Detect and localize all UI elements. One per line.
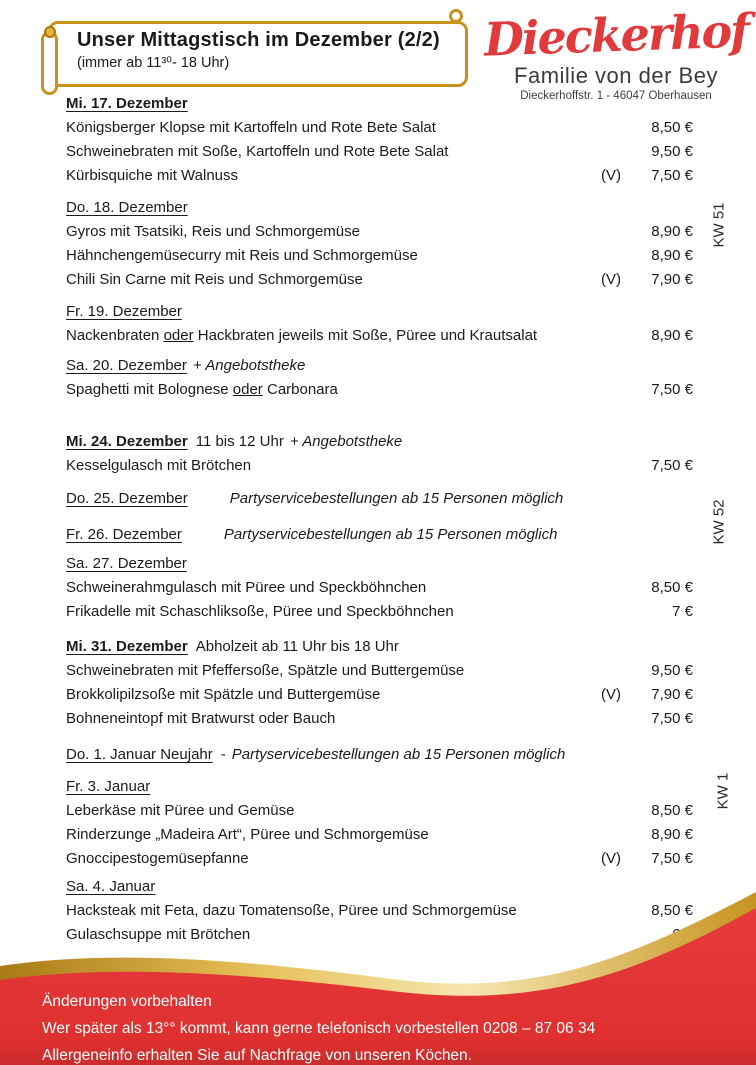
item-name: Kürbisquiche mit Walnuss [66, 167, 239, 184]
menu-section [66, 552, 693, 624]
section-date: Sa. 20. Dezember [66, 357, 187, 374]
item-name: Chili Sin Carne mit Reis und Schmorgemüse [66, 271, 363, 288]
item-name: Hacksteak mit Feta, dazu Tomatensoße, Püree und Schmorgemüse [66, 902, 517, 919]
item-vegetarian-marker [571, 220, 621, 244]
section-note: Abholzeit ab 11 Uhr bis 18 Uhr [195, 638, 399, 655]
item-price: 7,90 € [651, 271, 693, 288]
item-name: Schweinerahmgulasch mit Püree und Speckböhnchen [66, 579, 427, 596]
menu-section [66, 635, 693, 731]
brand-logo: Dieckerhof [483, 3, 749, 67]
menu-item [66, 823, 693, 847]
menu-section [66, 300, 693, 348]
menu-section [66, 196, 693, 292]
item-price: 8,50 € [651, 119, 693, 136]
menu-item [66, 659, 693, 683]
menu-item [66, 454, 693, 478]
page-title: Unser Mittagstisch im Dezember (2/2) [77, 29, 440, 51]
item-name: Leberkäse mit Püree und Gemüse [66, 802, 295, 819]
menu-section [66, 775, 693, 871]
menu-item [66, 116, 693, 140]
item-vegetarian-marker [571, 378, 621, 402]
menu-banner [48, 21, 468, 87]
menu-item [66, 244, 693, 268]
scroll-curl-left-icon [44, 26, 56, 38]
item-vegetarian-marker [571, 324, 621, 348]
menu-item [66, 140, 693, 164]
item-vegetarian-marker: (V) [601, 850, 621, 867]
menu-section [66, 430, 693, 478]
menu-item [66, 576, 693, 600]
item-price: 8,90 € [651, 327, 693, 344]
menu-item [66, 683, 693, 707]
section-date: Do. 18. Dezember [66, 199, 188, 216]
item-price: 8,90 € [651, 223, 693, 240]
menu-item [66, 324, 693, 348]
item-price: 8,90 € [651, 826, 693, 843]
section-date: Mi. 31. Dezember [66, 638, 188, 655]
item-name: Kesselgulasch mit Brötchen [66, 457, 252, 474]
section-note: + Angebotstheke [289, 433, 403, 450]
item-name: Spaghetti mit Bolognese oder Carbonara [66, 381, 338, 398]
item-name: Bohneneintopf mit Bratwurst oder Bauch [66, 710, 336, 727]
item-vegetarian-marker [571, 116, 621, 140]
item-vegetarian-marker [571, 659, 621, 683]
item-vegetarian-marker: (V) [601, 167, 621, 184]
menu-item [66, 164, 693, 188]
week-label-kw1: KW 1 [714, 772, 732, 810]
menu-item [66, 268, 693, 292]
footer-text [42, 988, 595, 1065]
menu-sections [66, 92, 693, 947]
item-vegetarian-marker [571, 454, 621, 478]
item-price: 7,50 € [651, 457, 693, 474]
item-price: 8,50 € [651, 579, 693, 596]
footer-note-changes: Änderungen vorbehalten [42, 993, 212, 1010]
brand-block [480, 3, 752, 102]
section-note: Partyservicebestellungen ab 15 Personen möglich [231, 746, 566, 763]
section-date: Sa. 4. Januar [66, 878, 156, 895]
section-date: Fr. 3. Januar [66, 778, 151, 795]
section-note: - [220, 746, 226, 763]
item-name: Hähnchengemüsecurry mit Reis und Schmorgemüse [66, 247, 418, 264]
item-name: Schweinebraten mit Pfeffersoße, Spätzle und Buttergemüse [66, 662, 465, 679]
item-price: 8,90 € [651, 247, 693, 264]
item-name: Nackenbraten oder Hackbraten jeweils mit Soße, Püree und Krautsalat [66, 327, 538, 344]
section-date: Mi. 17. Dezember [66, 95, 188, 112]
item-name: Königsberger Klopse mit Kartoffeln und Rote Bete Salat [66, 119, 436, 136]
menu-item [66, 378, 693, 402]
menu-section [66, 354, 693, 402]
section-date: Do. 25. Dezember [66, 490, 188, 507]
item-vegetarian-marker: (V) [601, 686, 621, 703]
item-price: 7,50 € [651, 710, 693, 727]
menu-item [66, 847, 693, 871]
footer-note-allergen: Allergeneinfo erhalten Sie auf Nachfrage von unseren Köchen. [42, 1047, 472, 1064]
item-price: 8,50 € [651, 902, 693, 919]
menu-item [66, 600, 693, 624]
menu-section [66, 92, 693, 188]
scroll-roll-icon [41, 31, 58, 95]
item-vegetarian-marker [571, 799, 621, 823]
week-label-kw52: KW 52 [710, 499, 728, 545]
section-note: 11 bis 12 Uhr [195, 433, 284, 450]
section-date: Fr. 26. Dezember [66, 526, 182, 543]
item-vegetarian-marker [571, 707, 621, 731]
menu-item [66, 707, 693, 731]
item-price: 7 € [672, 603, 693, 620]
footer-note-phone: Wer später als 13°° kommt, kann gerne telefonisch vorbestellen 0208 – 87 06 34 [42, 1020, 596, 1037]
brand-family: Familie von der Bey [514, 63, 718, 88]
week-label-kw51: KW 51 [710, 202, 728, 248]
item-vegetarian-marker [571, 576, 621, 600]
item-price: 9,50 € [651, 143, 693, 160]
item-price: 7,90 € [651, 686, 693, 703]
section-date: Do. 1. Januar Neujahr [66, 746, 213, 763]
item-vegetarian-marker: (V) [601, 271, 621, 288]
item-name: Brokkolipilzsoße mit Spätzle und Buttergemüse [66, 686, 381, 703]
section-date: Sa. 27. Dezember [66, 555, 187, 572]
menu-section [66, 487, 693, 511]
section-date: Mi. 24. Dezember [66, 433, 188, 450]
item-name: Gyros mit Tsatsiki, Reis und Schmorgemüse [66, 223, 360, 240]
item-vegetarian-marker [571, 140, 621, 164]
item-vegetarian-marker [571, 244, 621, 268]
item-price: 8,50 € [651, 802, 693, 819]
page-subtitle: (immer ab 11³⁰- 18 Uhr) [77, 55, 230, 71]
menu-section [66, 523, 693, 547]
item-name: Gnoccipestogemüsepfanne [66, 850, 249, 867]
item-name: Rinderzunge „Madeira Art“, Püree und Schmorgemüse [66, 826, 429, 843]
item-vegetarian-marker [571, 823, 621, 847]
item-price: 7,50 € [651, 381, 693, 398]
section-note: + Angebotstheke [192, 357, 306, 374]
menu-item [66, 220, 693, 244]
item-name: Schweinebraten mit Soße, Kartoffeln und Rote Bete Salat [66, 143, 449, 160]
brand-address: Dieckerhoffstr. 1 - 46047 Oberhausen [520, 90, 712, 102]
section-note: Partyservicebestellungen ab 15 Personen möglich [229, 490, 564, 507]
menu-section [66, 743, 693, 767]
menu-item [66, 799, 693, 823]
item-vegetarian-marker [571, 600, 621, 624]
item-price: 7,50 € [651, 850, 693, 867]
item-name: Frikadelle mit Schaschliksoße, Püree und Speckböhnchen [66, 603, 454, 620]
item-price: 9,50 € [651, 662, 693, 679]
item-name: Gulaschsuppe mit Brötchen [66, 926, 251, 943]
section-date: Fr. 19. Dezember [66, 303, 182, 320]
section-note: Partyservicebestellungen ab 15 Personen möglich [223, 526, 558, 543]
item-price: 7,50 € [651, 167, 693, 184]
